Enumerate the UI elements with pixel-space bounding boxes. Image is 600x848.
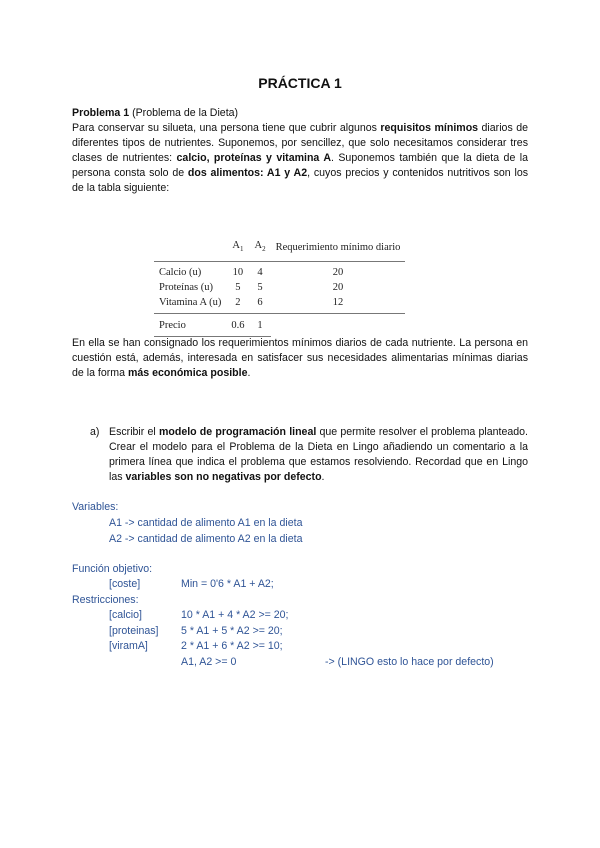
- objective-expr: Min = 0'6 * A1 + A2;: [181, 578, 274, 590]
- table-cell: 20: [332, 282, 344, 294]
- text-line: [72, 366, 250, 380]
- table-cell: 5: [235, 282, 241, 294]
- text: que permite resolver el problema planteado.: [316, 426, 528, 438]
- text-line: [72, 121, 528, 135]
- variables-label: Variables:: [72, 501, 119, 513]
- text-line: [109, 440, 528, 454]
- table-row: [154, 295, 405, 314]
- table-header: [249, 236, 270, 262]
- text-line: [109, 470, 325, 484]
- objective-label: Función objetivo:: [72, 563, 153, 575]
- constraint-expr: 5 * A1 + 5 * A2 >= 20;: [181, 625, 283, 637]
- table-header: Requerimiento mínimo diario: [275, 242, 401, 254]
- header-text: A: [254, 240, 263, 251]
- nutrient-table: [154, 236, 405, 337]
- text-line: [72, 106, 528, 120]
- text: Escribir el: [109, 426, 159, 438]
- text: persona consta solo de: [72, 167, 188, 179]
- table-header: [226, 236, 249, 262]
- text: Para conservar su silueta, una persona tiene que cubrir algunos: [72, 122, 381, 134]
- text: cuestión está, además, interesada en satisfacer sus necesidades alimentarias mínimas diarias: [72, 352, 528, 364]
- objective-tag: [coste]: [109, 578, 141, 590]
- table-cell: Vitamina A (u): [159, 297, 222, 309]
- constraints-label: Restricciones:: [72, 594, 139, 606]
- text-line: [72, 166, 528, 180]
- table-cell: Precio: [154, 314, 226, 337]
- table-row: [154, 280, 405, 295]
- constraint-tag: [calcio]: [109, 609, 142, 621]
- table-row: [154, 262, 405, 281]
- text: clases de nutrientes:: [72, 152, 177, 164]
- bold-text: más económica posible: [127, 367, 248, 379]
- header-sub: 1: [239, 245, 244, 254]
- page-title: PRÁCTICA 1: [258, 75, 342, 91]
- constraint-tag: [proteinas]: [109, 625, 159, 637]
- table-cell: Calcio (u): [159, 267, 202, 279]
- table-cell: 12: [332, 297, 344, 309]
- table-cell: 4: [257, 267, 263, 279]
- text-line: [72, 136, 528, 150]
- text: Crear el modelo para el Problema de la Dieta en Lingo añadiendo un comentario a la: [109, 441, 528, 453]
- table-cell: Proteínas (u): [159, 282, 213, 294]
- text: las: [109, 471, 126, 483]
- text: diarios de: [478, 122, 528, 134]
- table-cell: 1: [249, 314, 270, 337]
- nonneg-constraint: A1, A2 >= 0: [181, 656, 237, 668]
- table-cell: 6: [257, 297, 263, 309]
- list-label: a): [90, 426, 100, 438]
- variable-def: A2 -> cantidad de alimento A2 en la dieta: [109, 533, 303, 545]
- table-header-row: [154, 236, 405, 262]
- text-line: [72, 351, 528, 365]
- bold-text: requisitos mínimos: [380, 122, 479, 134]
- bold-text: modelo de programación lineal: [158, 426, 317, 438]
- text: .: [321, 471, 325, 483]
- table-cell: 10: [232, 267, 244, 279]
- header-text: A: [232, 240, 240, 251]
- text-line: [109, 455, 528, 469]
- table-cell: 5: [257, 282, 263, 294]
- bold-text: dos alimentos: A1 y A2: [187, 167, 308, 179]
- table-cell: [271, 314, 406, 337]
- text: diferentes tipos de nutrientes. Suponemos, por sencillez, que solo necesitamos considerar tres: [72, 137, 528, 149]
- table-cell: 0.6: [226, 314, 249, 337]
- text-line: [72, 336, 528, 350]
- text-line: [72, 181, 169, 195]
- text: de la forma: [72, 367, 128, 379]
- text: (Problema de la Dieta): [129, 107, 239, 119]
- variable-def: A1 -> cantidad de alimento A1 en la dieta: [109, 517, 303, 529]
- table-cell: 2: [235, 297, 241, 309]
- header-sub: 2: [262, 245, 266, 254]
- text: En ella se han consignado los requerimientos mínimos diarios de cada nutriente. La persona en: [72, 337, 528, 349]
- bold-text: calcio, proteínas y vitamina A: [176, 152, 331, 164]
- text-line: [109, 425, 528, 439]
- constraint-expr: 10 * A1 + 4 * A2 >= 20;: [181, 609, 289, 621]
- text: , cuyos precios y contenidos nutritivos son los: [307, 167, 529, 179]
- table-cell: 20: [332, 267, 344, 279]
- table-header: [154, 236, 226, 262]
- text: . Suponemos también que la dieta de la: [331, 152, 529, 164]
- bold-text: Problema 1: [72, 107, 130, 119]
- constraint-tag: [viramA]: [109, 640, 148, 652]
- text-line: [72, 151, 528, 165]
- bold-text: variables son no negativas por defecto: [125, 471, 322, 483]
- price-row: [154, 314, 405, 337]
- text: .: [247, 367, 251, 379]
- text: primera línea que indica el problema que estamos resolviendo. Recordad que en Lingo: [109, 456, 528, 468]
- constraint-expr: 2 * A1 + 6 * A2 >= 10;: [181, 640, 283, 652]
- nonneg-note: -> (LINGO esto lo hace por defecto): [325, 656, 494, 668]
- text: de la tabla siguiente:: [72, 182, 170, 194]
